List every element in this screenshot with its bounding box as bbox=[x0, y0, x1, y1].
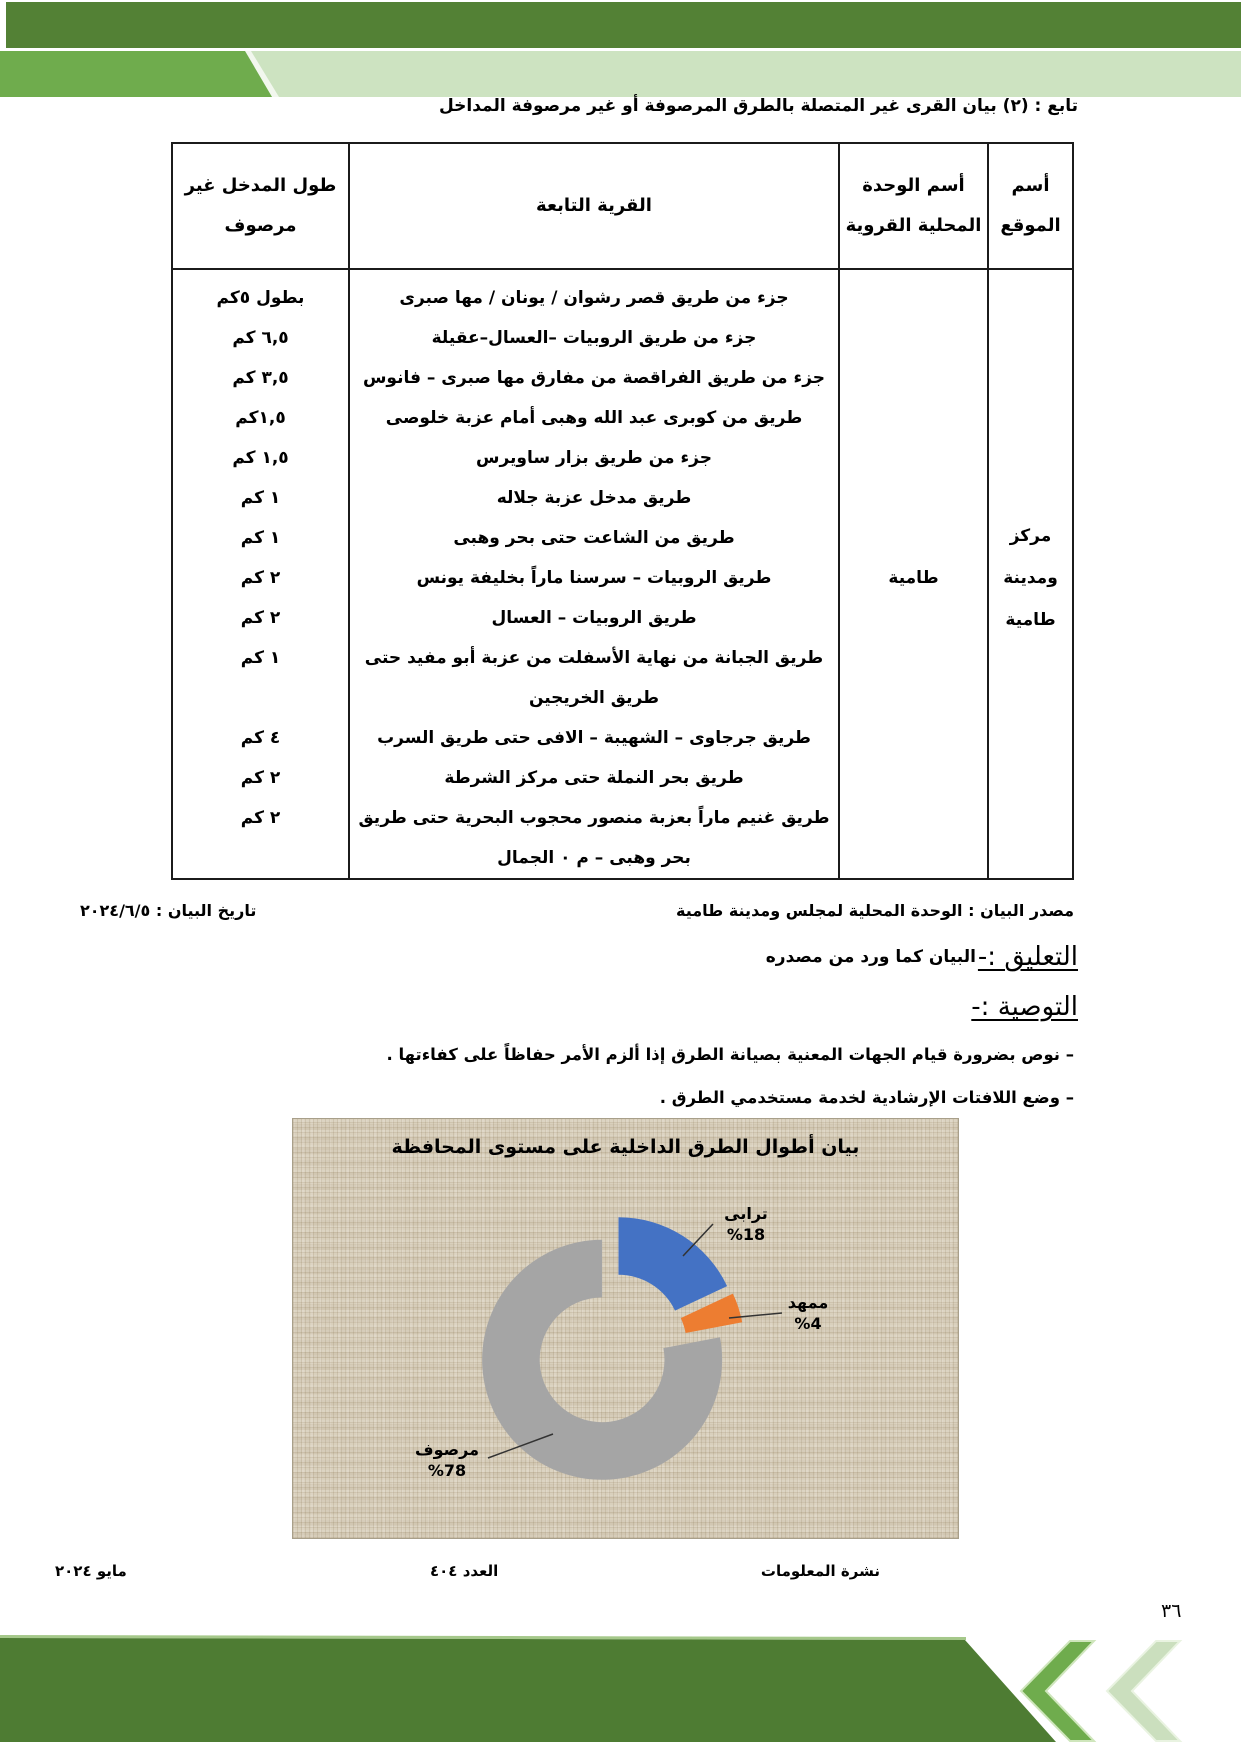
date-label: تاريخ البيان : ٢٠٢٤/٦/٥ bbox=[80, 901, 257, 920]
header-length: طول المدخل غير مرصوف bbox=[172, 143, 349, 269]
village-cell: جزء من طريق بزار ساويرس bbox=[349, 438, 839, 478]
header-unit: أسم الوحدة المحلية القروية bbox=[839, 143, 988, 269]
comment-heading: التعليق :- bbox=[977, 942, 1078, 972]
length-cell: ١ كم bbox=[172, 638, 349, 718]
length-cell: ١ كم bbox=[172, 478, 349, 518]
chart-label-name: ممهد bbox=[787, 1293, 829, 1312]
village-cell: طريق من الشاعت حتى بحر وهبى bbox=[349, 518, 839, 558]
chevron-left-icon bbox=[1107, 1641, 1180, 1741]
bottom-banner-highlight bbox=[0, 1637, 966, 1639]
village-cell: طريق الروبيات – سرسنا ماراً بخليفة يونس bbox=[349, 558, 839, 598]
donut-chart bbox=[293, 1119, 958, 1538]
length-cell: ٦,٥ كم bbox=[172, 318, 349, 358]
length-cell: بطول ٥كم bbox=[172, 269, 349, 318]
chart-box bbox=[292, 1118, 959, 1539]
source-label: مصدر البيان : الوحدة المحلية لمجلس ومدينة طامية bbox=[676, 901, 1074, 920]
recommendation-list bbox=[386, 1033, 1074, 1119]
footer-issue: العدد ٤٠٤ bbox=[430, 1562, 499, 1580]
header-location: أسم الموقع bbox=[988, 143, 1073, 269]
village-cell: طريق بحر النملة حتى مركز الشرطة bbox=[349, 758, 839, 798]
table-header-row bbox=[172, 143, 1073, 269]
recommendation-heading: التوصية :- bbox=[971, 992, 1078, 1022]
length-cell: ٢ كم bbox=[172, 798, 349, 879]
footer-bulletin: نشرة المعلومات bbox=[760, 1562, 880, 1580]
village-cell: طريق الروبيات – العسال bbox=[349, 598, 839, 638]
page-title: تابع : (٢) بيان القرى غير المتصلة بالطرق المرصوفة أو غير مرصوفة المداخل bbox=[438, 96, 1078, 116]
chart-label-momahad bbox=[782, 1292, 834, 1334]
bottom-banner bbox=[0, 1630, 1241, 1755]
length-cell: ٢ كم bbox=[172, 758, 349, 798]
recommendation-item: – نوص بضرورة قيام الجهات المعنية بصيانة الطرق إذا ألزم الأمر حفاظاً على كفاءتها . bbox=[386, 1045, 1074, 1064]
footer-date: مايو ٢٠٢٤ bbox=[55, 1562, 127, 1580]
village-cell: طريق مدخل عزبة جلاله bbox=[349, 478, 839, 518]
village-cell: طريق من كوبرى عبد الله وهبى أمام عزبة خلوصى bbox=[349, 398, 839, 438]
bottom-banner-dark-band bbox=[0, 1638, 1056, 1742]
village-cell: طريق جرجاوى – الشهيبة – الافى حتى طريق السرب bbox=[349, 718, 839, 758]
village-cell: جزء من طريق الفراقصة من مفارق مها صبرى – فانوس bbox=[349, 358, 839, 398]
village-cell: طريق الجبانة من نهاية الأسفلت من عزبة أبو مفيد حتى طريق الخريجين bbox=[349, 638, 839, 718]
length-cell: ١,٥ كم bbox=[172, 438, 349, 478]
length-cell: ٢ كم bbox=[172, 558, 349, 598]
length-cell: ٢ كم bbox=[172, 598, 349, 638]
village-cell: طريق غنيم ماراً بعزبة منصور محجوب البحرية حتى طريق بحر وهبى – م ٠ الجمال bbox=[349, 798, 839, 879]
header-village: القرية التابعة bbox=[349, 143, 839, 269]
chart-label-marsoof bbox=[409, 1439, 485, 1481]
chart-label-name: مرصوف bbox=[415, 1440, 479, 1459]
village-cell: جزء من طريق الروبيات –العسال–عقيلة bbox=[349, 318, 839, 358]
length-cell: ٤ كم bbox=[172, 718, 349, 758]
source-date-row bbox=[80, 901, 1074, 920]
comment-line bbox=[766, 942, 1078, 972]
chart-label-value: %78 bbox=[427, 1461, 467, 1480]
village-cell: جزء من طريق قصر رشوان / يونان / مها صبرى bbox=[349, 269, 839, 318]
chart-label-value: %18 bbox=[726, 1225, 766, 1244]
chart-label-name: ترابى bbox=[724, 1204, 768, 1223]
top-banner-mid-band bbox=[0, 51, 272, 97]
comment-text: البيان كما ورد من مصدره bbox=[765, 947, 976, 967]
chart-label-traby bbox=[713, 1203, 779, 1245]
length-cell: ٣,٥ كم bbox=[172, 358, 349, 398]
chart-title: بيان أطوال الطرق الداخلية على مستوى المحافظة bbox=[391, 1136, 860, 1158]
donut-slice-ترابى bbox=[619, 1217, 728, 1310]
length-cell: ١,٥كم bbox=[172, 398, 349, 438]
top-banner bbox=[0, 0, 1241, 100]
location-cell: مركز ومدينة طامية bbox=[988, 269, 1073, 879]
length-cell: ١ كم bbox=[172, 518, 349, 558]
top-banner-dark-bar bbox=[6, 2, 1241, 48]
page-number: ٣٦ bbox=[1161, 1600, 1182, 1622]
roads-table bbox=[171, 142, 1074, 880]
unit-cell: طامية bbox=[839, 269, 988, 879]
table-row bbox=[172, 269, 1073, 318]
chart-label-value: %4 bbox=[794, 1314, 822, 1333]
recommendation-item: – وضع اللافتات الإرشادية لخدمة مستخدمي الطرق . bbox=[659, 1088, 1074, 1107]
